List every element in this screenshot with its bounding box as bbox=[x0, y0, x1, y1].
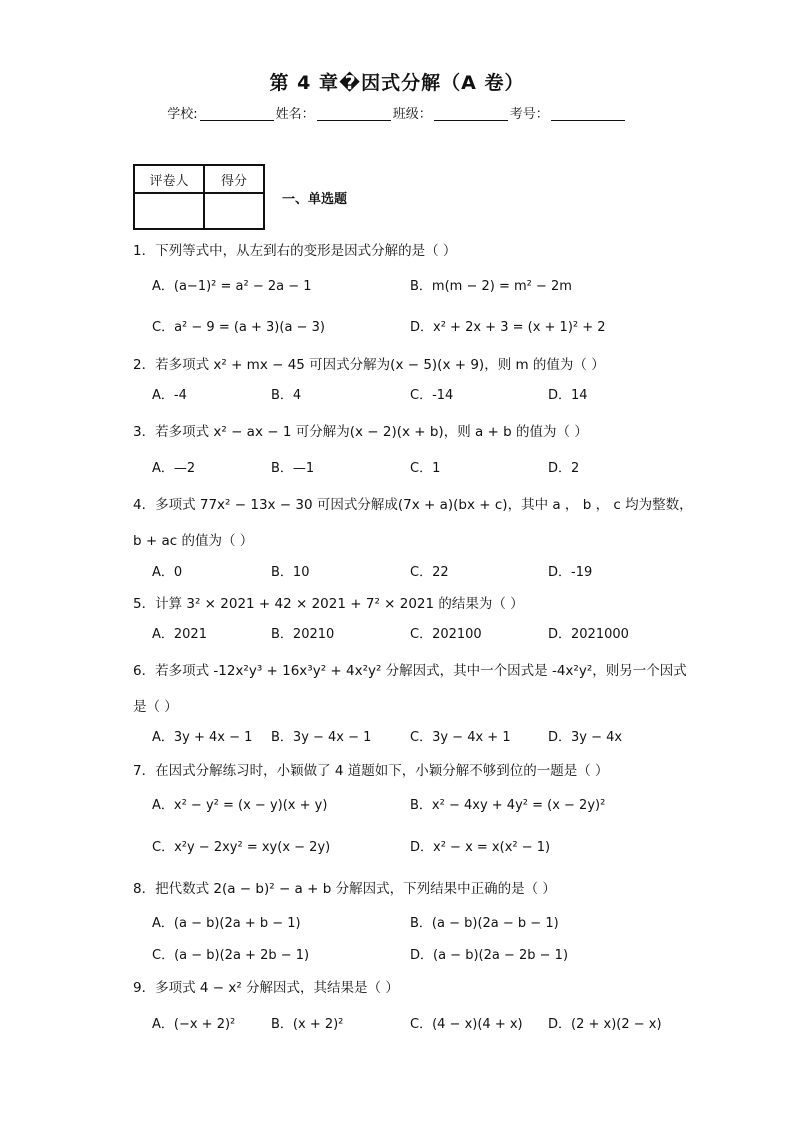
question-1-stem: 1．下列等式中，从左到右的变形是因式分解的是（ ） bbox=[133, 243, 457, 259]
exam-no-label: 考号： bbox=[509, 107, 549, 122]
school-label: 学校: bbox=[167, 107, 198, 122]
question-2-option-b[interactable]: B．4 bbox=[271, 388, 302, 403]
page-title: 第 4 章�因式分解（A 卷） bbox=[269, 72, 525, 94]
question-5-stem: 5．计算 3² × 2021 + 42 × 2021 + 7² × 2021 的结果为（ ） bbox=[133, 596, 524, 612]
question-3-stem: 3．若多项式 x² − ax − 1 可分解为(x − 2)(x + b)，则 a + b 的值为（ ） bbox=[133, 424, 588, 440]
question-1-option-b[interactable]: B．m(m − 2) = m² − 2m bbox=[410, 279, 572, 294]
question-9-option-d[interactable]: D．(2 + x)(2 − x) bbox=[548, 1017, 662, 1032]
question-8-option-c[interactable]: C．(a − b)(2a + 2b − 1) bbox=[152, 948, 310, 963]
class-blank[interactable] bbox=[434, 106, 508, 121]
question-9-option-c[interactable]: C．(4 − x)(4 + x) bbox=[410, 1017, 523, 1032]
question-4-option-b[interactable]: B．10 bbox=[271, 565, 310, 580]
question-9-option-b[interactable]: B．(x + 2)² bbox=[271, 1017, 344, 1032]
question-4-stem: 4．多项式 77x² − 13x − 30 可因式分解成(7x + a)(bx + c)，其中 a ， b ， c 均为整数， bbox=[133, 497, 693, 513]
name-blank[interactable] bbox=[317, 106, 391, 121]
question-6-option-b[interactable]: B．3y − 4x − 1 bbox=[271, 730, 372, 745]
question-6-option-a[interactable]: A．3y + 4x − 1 bbox=[152, 730, 253, 745]
question-8-stem: 8．把代数式 2(a − b)² − a + b 分解因式，下列结果中正确的是（ ） bbox=[133, 881, 556, 897]
question-2-option-a[interactable]: A．-4 bbox=[152, 388, 187, 403]
question-7-option-b[interactable]: B．x² − 4xy + 4y² = (x − 2y)² bbox=[410, 798, 606, 813]
question-3-option-c[interactable]: C．1 bbox=[410, 461, 441, 476]
question-7-option-c[interactable]: C．x²y − 2xy² = xy(x − 2y) bbox=[152, 840, 331, 855]
grader-table bbox=[133, 164, 265, 230]
question-6-stem-continued: 是（ ） bbox=[133, 699, 178, 715]
question-3-option-a[interactable]: A．—2 bbox=[152, 461, 196, 476]
question-4-option-c[interactable]: C．22 bbox=[410, 565, 449, 580]
class-label: 班级： bbox=[392, 107, 432, 122]
question-3-option-d[interactable]: D．2 bbox=[548, 461, 580, 476]
name-label: 姓名： bbox=[275, 107, 315, 122]
question-7-option-d[interactable]: D．x² − x = x(x² − 1) bbox=[410, 840, 551, 855]
score-header: 得分 bbox=[204, 165, 264, 193]
grader-header: 评卷人 bbox=[134, 165, 204, 193]
question-3-option-b[interactable]: B．—1 bbox=[271, 461, 315, 476]
question-1-option-c[interactable]: C．a² − 9 = (a + 3)(a − 3) bbox=[152, 320, 325, 335]
exam-no-blank[interactable] bbox=[551, 106, 625, 121]
question-4-stem-continued: b + ac 的值为（ ） bbox=[133, 533, 254, 549]
question-4-option-d[interactable]: D．-19 bbox=[548, 565, 593, 580]
section-heading: 一、单选题 bbox=[282, 192, 348, 207]
question-2-option-c[interactable]: C．-14 bbox=[410, 388, 454, 403]
question-7-option-a[interactable]: A．x² − y² = (x − y)(x + y) bbox=[152, 798, 328, 813]
question-2-option-d[interactable]: D．14 bbox=[548, 388, 588, 403]
question-6-option-c[interactable]: C．3y − 4x + 1 bbox=[410, 730, 511, 745]
question-5-option-a[interactable]: A．2021 bbox=[152, 627, 207, 642]
question-5-option-d[interactable]: D．2021000 bbox=[548, 627, 629, 642]
grader-cell[interactable] bbox=[134, 193, 204, 229]
question-6-stem: 6．若多项式 -12x²y³ + 16x³y² + 4x²y² 分解因式，其中一个因式是 -4x²y²，则另一个因式 bbox=[133, 663, 687, 679]
question-8-option-a[interactable]: A．(a − b)(2a + b − 1) bbox=[152, 916, 301, 931]
school-blank[interactable] bbox=[200, 106, 274, 121]
question-8-option-b[interactable]: B．(a − b)(2a − b − 1) bbox=[410, 916, 559, 931]
question-5-option-b[interactable]: B．20210 bbox=[271, 627, 335, 642]
question-9-stem: 9．多项式 4 − x² 分解因式，其结果是（ ） bbox=[133, 980, 399, 996]
question-8-option-d[interactable]: D．(a − b)(2a − 2b − 1) bbox=[410, 948, 569, 963]
question-1-option-a[interactable]: A．(a−1)² = a² − 2a − 1 bbox=[152, 279, 312, 294]
question-9-option-a[interactable]: A．(−x + 2)² bbox=[152, 1017, 236, 1032]
question-4-option-a[interactable]: A．0 bbox=[152, 565, 183, 580]
question-5-option-c[interactable]: C．202100 bbox=[410, 627, 482, 642]
score-cell[interactable] bbox=[204, 193, 264, 229]
question-6-option-d[interactable]: D．3y − 4x bbox=[548, 730, 623, 745]
question-7-stem: 7．在因式分解练习时，小颖做了 4 道题如下，小颖分解不够到位的一题是（ ） bbox=[133, 763, 609, 779]
question-2-stem: 2．若多项式 x² + mx − 45 可因式分解为(x − 5)(x + 9)，则 m 的值为（ ） bbox=[133, 357, 605, 373]
student-info-line bbox=[0, 103, 794, 122]
question-1-option-d[interactable]: D．x² + 2x + 3 = (x + 1)² + 2 bbox=[410, 320, 606, 335]
